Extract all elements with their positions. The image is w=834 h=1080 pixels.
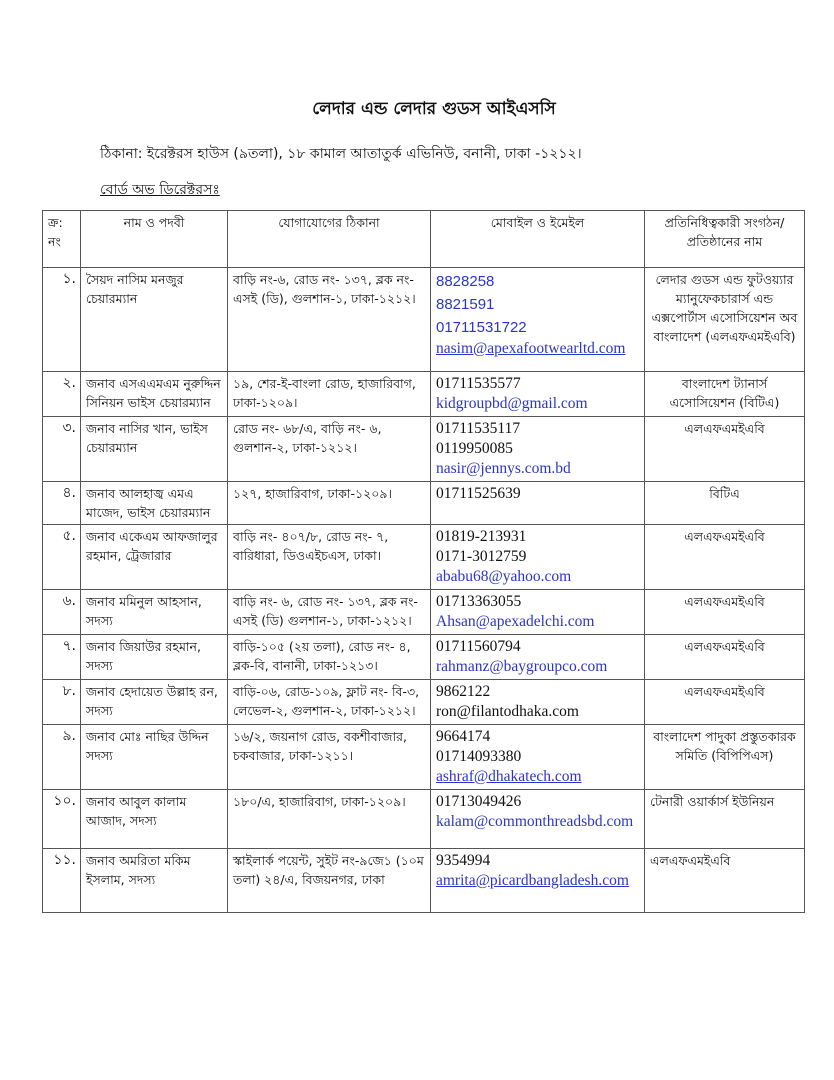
organization-name: বাংলাদেশ ট্যানার্স এসোসিয়েশন (বিটিএ) (645, 372, 805, 417)
header-contact: মোবাইল ও ইমেইল (431, 211, 645, 268)
contact-address: বাড়ি নং-৬, রোড নং- ১৩৭, ব্লক নং- এসই (ডি), গুলশান-১, ঢাকা-১২১২। (228, 268, 431, 372)
table-row (43, 372, 805, 417)
organization-name: এলএফএমইএবি (645, 590, 805, 635)
director-name: জনাব মোঃ নাছির উদ্দিন সদস্য (81, 725, 228, 790)
contact-address: ১২৭, হাজারিবাগ, ঢাকা-১২০৯। (228, 482, 431, 525)
serial-number: ৭. (43, 635, 81, 680)
email-link[interactable]: kidgroupbd@gmail.com (436, 395, 588, 412)
organization-name: বিটিএ (645, 482, 805, 525)
phone-number: 8821591 (436, 296, 495, 313)
serial-number: ১০. (43, 790, 81, 849)
serial-number: ২. (43, 372, 81, 417)
serial-number: ১. (43, 268, 81, 372)
table-row (43, 417, 805, 482)
phone-number: 01711531722 (436, 319, 527, 336)
table-row (43, 482, 805, 525)
mobile-email-cell (431, 482, 645, 525)
phone-number: 01713049426 (436, 793, 522, 810)
phone-number: 01819-213931 (436, 528, 527, 545)
header-serial: ক্র: নং (43, 211, 81, 268)
director-name: জনাব মমিনুল আহসান, সদস্য (81, 590, 228, 635)
email-link[interactable]: ashraf@dhakatech.com (436, 768, 582, 785)
serial-number: ৮. (43, 680, 81, 725)
header-organization: প্রতিনিধিত্বকারী সংগঠন/প্রতিষ্ঠানের নাম (645, 211, 805, 268)
organization-name: এলএফএমইএবি (645, 849, 805, 913)
contact-address: স্কাইলার্ক পয়েন্ট, সুইট নং-৯জে১ (১০ম তলা) ২৪/এ, বিজয়নগর, ঢাকা (228, 849, 431, 913)
board-of-directors-heading: বোর্ড অভ ডিরেক্টরসঃ (100, 182, 220, 198)
organization-name: লেদার গুডস এন্ড ফুটওয়্যার ম্যানুফেকচারার্স এন্ড এক্সপোর্টাস এসোসিয়েশন অব বাংলাদেশ (এলএফএমইএবি) (645, 268, 805, 372)
organization-name: এলএফএমইএবি (645, 680, 805, 725)
phone-number: 9354994 (436, 852, 491, 869)
phone-number: 01714093380 (436, 748, 522, 765)
table-row (43, 680, 805, 725)
director-name: জনাব আলহাজ্ব এমএ মাজেদ, ভাইস চেয়ারম্যান (81, 482, 228, 525)
serial-number: ১১. (43, 849, 81, 913)
table-header-row (43, 211, 805, 268)
contact-address: বাড়ি নং- ৬, রোড নং- ১৩৭, ব্লক নং- এসই (ডি) গুলশান-১, ঢাকা-১২১২। (228, 590, 431, 635)
organization-name: এলএফএমইএবি (645, 525, 805, 590)
mobile-email-cell (431, 590, 645, 635)
table-row (43, 590, 805, 635)
director-name: জনাব জিয়াউর রহমান, সদস্য (81, 635, 228, 680)
mobile-email-cell (431, 680, 645, 725)
directors-table (42, 210, 805, 913)
director-name: জনাব এসএএমএম নুরুদ্দিন সিনিয়ন ভাইস চেয়ারম্যান (81, 372, 228, 417)
director-name: জনাব আবুল কালাম আজাদ, সদস্য (81, 790, 228, 849)
contact-address: ১৬/২, জয়নাগ রোড, বকশীবাজার, চকবাজার, ঢাকা-১২১১। (228, 725, 431, 790)
serial-number: ৬. (43, 590, 81, 635)
director-name: জনাব হেদায়েত উল্লাহ রন, সদস্য (81, 680, 228, 725)
director-name: সৈয়দ নাসিম মনজুর চেয়ারম্যান (81, 268, 228, 372)
header-address: যোগাযোগের ঠিকানা (228, 211, 431, 268)
serial-number: ৩. (43, 417, 81, 482)
phone-number: 8828258 (436, 273, 495, 290)
table-row (43, 849, 805, 913)
contact-address: বাড়ি-০৬, রোড-১০৯, ফ্লাট নং- বি-৩, লেভেল-২, গুলশান-২, ঢাকা-১২১২। (228, 680, 431, 725)
table-row (43, 725, 805, 790)
organization-name: এলএফএমইএবি (645, 635, 805, 680)
organization-address: ঠিকানা: ইরেক্টরস হাউস (৯তলা), ১৮ কামাল আতাতুর্ক এভিনিউ, বনানী, ঢাকা -১২১২। (100, 146, 582, 162)
phone-number: 0119950085 (436, 440, 513, 457)
phone-number: 01713363055 (436, 593, 522, 610)
mobile-email-cell (431, 417, 645, 482)
phone-number: 9862122 (436, 683, 491, 700)
email-link[interactable]: nasim@apexafootwearltd.com (436, 340, 626, 357)
mobile-email-cell (431, 849, 645, 913)
contact-address: বাড়ি নং- ৪০৭/৮, রোড নং- ৭, বারিধারা, ডিওএইচএস, ঢাকা। (228, 525, 431, 590)
email-link[interactable]: amrita@picardbangladesh.com (436, 872, 629, 889)
email-link[interactable]: kalam@commonthreadsbd.com (436, 813, 634, 830)
organization-name: টেনারী ওয়ার্কার্স ইউনিয়ন (645, 790, 805, 849)
phone-number: 01711560794 (436, 638, 521, 655)
document-title: লেদার এন্ড লেদার গুডস আইএসসি (312, 99, 556, 119)
contact-address: ১৯, শের-ই-বাংলা রোড, হাজারিবাগ, ঢাকা-১২০৯। (228, 372, 431, 417)
mobile-email-cell (431, 372, 645, 417)
mobile-email-cell (431, 790, 645, 849)
contact-address: রোড নং- ৬৮/এ, বাড়ি নং- ৬, গুলশান-২, ঢাকা-১২১২। (228, 417, 431, 482)
header-name: নাম ও পদবী (81, 211, 228, 268)
director-name: জনাব অমরিতা মকিম ইসলাম, সদস্য (81, 849, 228, 913)
director-name: জনাব একেএম আফজালুর রহমান, ট্রেজারার (81, 525, 228, 590)
table-row (43, 635, 805, 680)
contact-address: ১৮০/এ, হাজারিবাগ, ঢাকা-১২০৯। (228, 790, 431, 849)
mobile-email-cell (431, 268, 645, 372)
contact-address: বাড়ি-১০৫ (২য় তলা), রোড নং- ৪, ব্লক-বি, বানানী, ঢাকা-১২১৩। (228, 635, 431, 680)
email-link[interactable]: nasir@jennys.com.bd (436, 460, 571, 477)
mobile-email-cell (431, 725, 645, 790)
table-row (43, 525, 805, 590)
director-name: জনাব নাসির খান, ভাইস চেয়ারম্যান (81, 417, 228, 482)
phone-number: 01711535577 (436, 375, 521, 392)
email-link[interactable]: ababu68@yahoo.com (436, 568, 572, 585)
email-link[interactable]: rahmanz@baygroupco.com (436, 658, 608, 675)
table-row (43, 790, 805, 849)
mobile-email-cell (431, 635, 645, 680)
serial-number: ৫. (43, 525, 81, 590)
email-link[interactable]: ron@filantodhaka.com (436, 703, 579, 720)
serial-number: ৪. (43, 482, 81, 525)
phone-number: 9664174 (436, 728, 491, 745)
serial-number: ৯. (43, 725, 81, 790)
phone-number: 01711525639 (436, 485, 521, 502)
phone-number: 0171-3012759 (436, 548, 527, 565)
table-row (43, 268, 805, 372)
email-link[interactable]: Ahsan@apexadelchi.com (436, 613, 595, 630)
phone-number: 01711535117 (436, 420, 521, 437)
organization-name: বাংলাদেশ পাদুকা প্রস্তুতকারক সমিতি (বিপিপিএস) (645, 725, 805, 790)
mobile-email-cell (431, 525, 645, 590)
organization-name: এলএফএমইএবি (645, 417, 805, 482)
